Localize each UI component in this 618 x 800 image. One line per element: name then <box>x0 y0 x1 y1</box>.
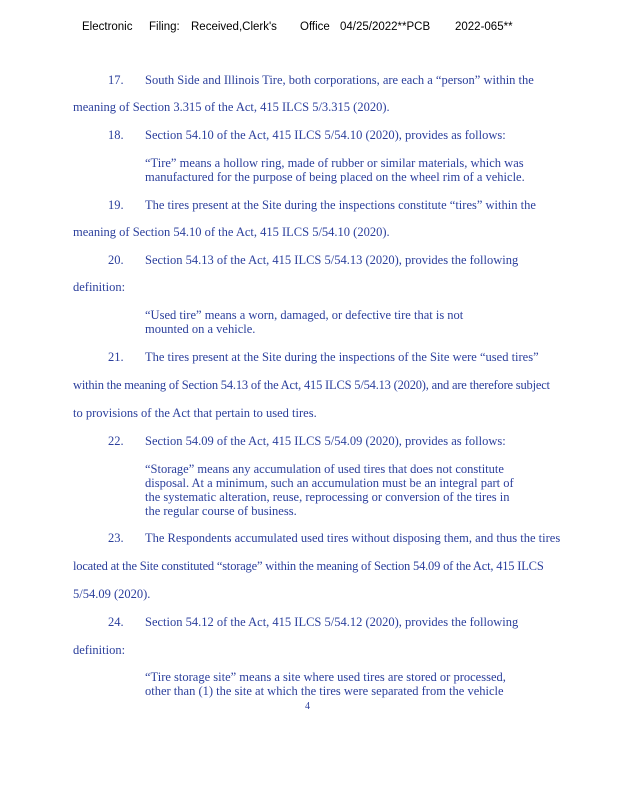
paragraph-number: 24. <box>108 615 124 629</box>
paragraph-line: Section 54.09 of the Act, 415 ILCS 5/54.09 (2020), provides as follows: <box>145 434 506 448</box>
paragraph-line: meaning of Section 3.315 of the Act, 415 ILCS 5/3.315 (2020). <box>73 100 390 114</box>
paragraph-line: The tires present at the Site during the inspections constitute “tires” within the <box>145 198 536 212</box>
block-quote-line: “Tire storage site” means a site where used tires are stored or processed, <box>145 670 506 684</box>
paragraph-line: definition: <box>73 643 126 657</box>
block-quote-line: mounted on a vehicle. <box>145 322 256 336</box>
block-quote-line: other than (1) the site at which the tires were separated from the vehicle <box>145 684 504 698</box>
page-number: 4 <box>305 701 310 712</box>
paragraph-line: within the meaning of Section 54.13 of the Act, 415 ILCS 5/54.13 (2020), and are therefore subject <box>73 378 550 392</box>
block-quote-line: the regular course of business. <box>145 504 297 518</box>
paragraph-line: located at the Site constituted “storage” within the meaning of Section 54.09 of the Act, 415 ILCS <box>73 559 544 573</box>
paragraph-number: 20. <box>108 253 124 267</box>
header-date: 04/25/2022**PCB <box>340 21 431 33</box>
paragraph-number: 18. <box>108 128 124 142</box>
header-received: Received,Clerk's <box>191 21 277 33</box>
header-case: 2022-065** <box>455 21 513 33</box>
block-quote-line: manufactured for the purpose of being placed on the wheel rim of a vehicle. <box>145 170 525 184</box>
paragraph-line: Section 54.13 of the Act, 415 ILCS 5/54.13 (2020), provides the following <box>145 253 519 267</box>
paragraph-number: 17. <box>108 73 124 87</box>
paragraph-line: to provisions of the Act that pertain to used tires. <box>73 406 317 420</box>
paragraph-line: 5/54.09 (2020). <box>73 587 151 601</box>
paragraph-line: meaning of Section 54.10 of the Act, 415 ILCS 5/54.10 (2020). <box>73 225 390 239</box>
paragraph-line: South Side and Illinois Tire, both corporations, are each a “person” within the <box>145 73 534 87</box>
paragraph-line: Section 54.10 of the Act, 415 ILCS 5/54.10 (2020), provides as follows: <box>145 128 506 142</box>
paragraph-number: 23. <box>108 531 124 545</box>
paragraph-line: The Respondents accumulated used tires without disposing them, and thus the tires <box>145 531 561 545</box>
header-electronic: Electronic <box>82 21 133 33</box>
block-quote-line: “Tire” means a hollow ring, made of rubber or similar materials, which was <box>145 156 524 170</box>
block-quote-line: “Used tire” means a worn, damaged, or defective tire that is not <box>145 308 464 322</box>
paragraph-line: Section 54.12 of the Act, 415 ILCS 5/54.12 (2020), provides the following <box>145 615 519 629</box>
block-quote-line: the systematic alteration, reuse, reprocessing or conversion of the tires in <box>145 490 510 504</box>
paragraph-line: The tires present at the Site during the inspections of the Site were “used tires” <box>145 350 539 364</box>
block-quote-line: “Storage” means any accumulation of used tires that does not constitute <box>145 462 504 476</box>
block-quote-line: disposal. At a minimum, such an accumulation must be an integral part of <box>145 476 514 490</box>
paragraph-number: 19. <box>108 198 124 212</box>
paragraph-line: definition: <box>73 280 126 294</box>
paragraph-number: 22. <box>108 434 124 448</box>
paragraph-number: 21. <box>108 350 124 364</box>
header-filing: Filing: <box>149 21 180 33</box>
header-office: Office <box>300 21 330 33</box>
